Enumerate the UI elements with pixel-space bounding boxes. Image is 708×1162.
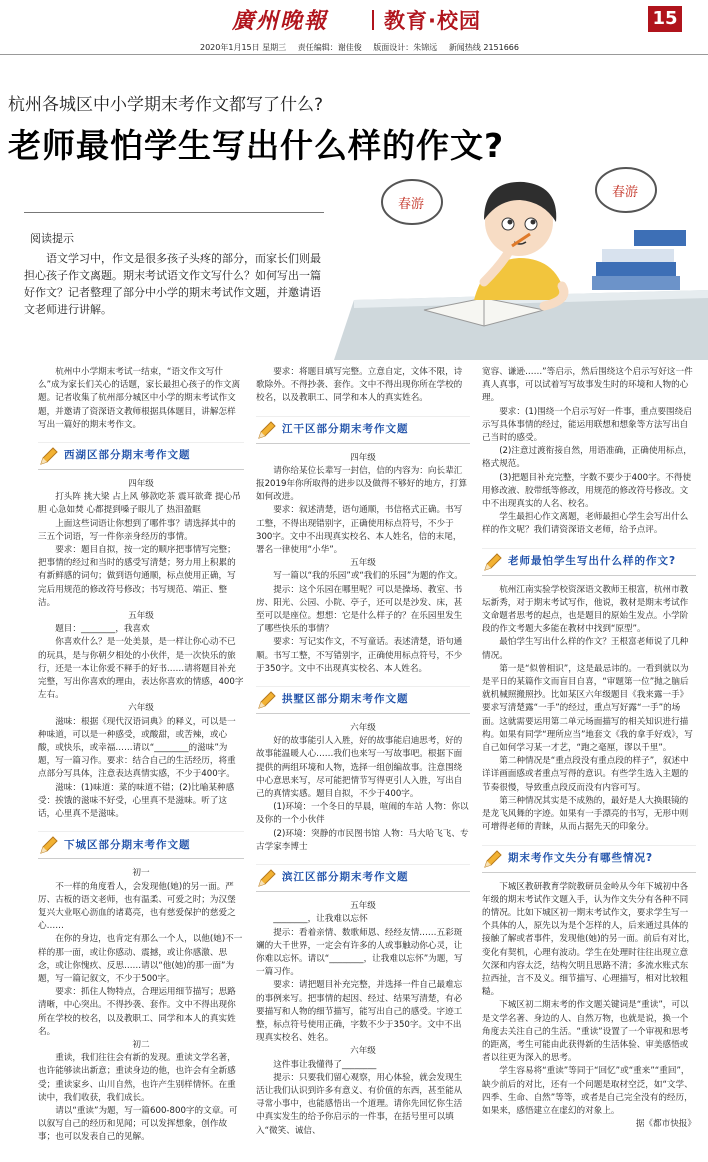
issue-date: 2020年1月15日 星期三 — [200, 43, 287, 52]
intro-paragraph: 杭州中小学期末考试一结束，“语文作文写什么”成为家长们关心的话题，家长最担心孩子的作文离题。记者收集了杭州部分城区中小学的期末考试作文题，并邀请了资深语文教师根据具体题目，讲解怎样写出一篇好的期末考作文。 — [38, 367, 241, 430]
section-heading-text: 江干区部分期末考作文题 — [282, 423, 409, 435]
grade-label: 六年级 — [128, 703, 154, 714]
reading-tip-label: 阅读提示 — [30, 232, 74, 245]
body-paragraph: 第三种情况其实是不成熟的，最好是人大换眼镜的是龙飞风舞的字迹。如果有一手漂亮的书写，无形中则可增得老师的青睐，从而占据先天的印象分。 — [482, 795, 689, 833]
article-headline: 老师最怕学生写出什么样的作文? — [8, 126, 505, 165]
question-text: 滋味：根据《现代汉语词典》的释义，可以是一种味道，可以是一种感受，或酸甜，或苦辣，或心酸，或快乐，或幸福……请以“________的滋味”为题，写一篇习作。要求：结合自己的生活经历，将重点部分写具体，注意表达真情实感，不少于400字。 — [38, 716, 236, 780]
requirement-text: 要求：写记实作文，不写童话。表述清楚，语句通顺。书写工整，不写错别字，正确使用标点符号，不少于350字。文中不出现真实校名、本人姓名。 — [256, 637, 463, 674]
section-heading-jianggan — [256, 416, 470, 444]
transition-text: 学生最担心作文离题，老师最担心学生会写出什么样的作文呢？我们请资深语文老师，给予点评。 — [482, 512, 689, 536]
issue-info-line — [200, 42, 528, 53]
editor-credit: 责任编辑：谢佳俊 — [297, 43, 362, 52]
design-credit: 版面设计：朱锦远 — [373, 43, 438, 52]
section-heading-xiacheng — [38, 831, 244, 859]
question-text: 好的故事能引人入胜，好的故事能启迪思考，好的故事能温暖人心……我们也来写一写故事吧。根据下面提供的两组环境和人物，选择一组创编故事。注意围绕中心意思来写，尽可能把情节写得更引人入胜，写出自己的真情实感。题目自拟，不少于400字。 — [256, 736, 463, 800]
requirement-text: 要求：题目自拟，按一定的顺序把事情写完整；把事情的经过和当时的感受写清楚；努力用上积累的有新鲜感的词句；做到语句通顺，标点使用正确，写完后用规范的修改符号修改；书写规范、端正、整洁。 — [38, 545, 236, 608]
requirement-text: 要求：叙述清楚，语句通顺，书信格式正确。书写工整，不得出现错别字，正确使用标点符号，不少于300字。文中不出现真实校名、本人姓名，信的末尾，署名一律使用“小华”。 — [256, 505, 463, 556]
section-heading-text: 期末考作文失分有哪些情况? — [508, 851, 654, 864]
student-thinking-illustration — [334, 150, 708, 360]
pencil-icon — [38, 445, 60, 467]
section-heading-xihu — [38, 442, 244, 470]
header-rule — [0, 54, 708, 55]
masthead — [0, 0, 708, 40]
question-text: 请你给某位长辈写一封信，信的内容为：向长辈汇报2019年你所取得的进步以及做得不够好的地方，打算如何改进。 — [256, 465, 467, 503]
word-list: 打头阵 挑大梁 占上风 够款吃茶 震耳欲聋 提心吊胆 心急如焚 心都提到嗓子眼儿了 热泪盈眶 — [38, 492, 241, 516]
hint-text: 提示：这个乐园在哪里呢？可以是操场、教室、书房、阳光、公园、小院、亭子，还可以是沙发、床，甚至可以是座位。想想：它是什么样子的？在乐园里发生了哪些快乐的事情？ — [256, 584, 463, 635]
requirement-text: (2)注意过渡衔接自然，用语准确，正确使用标点，格式规范。 — [482, 446, 692, 470]
grade-label: 初一 — [132, 868, 150, 879]
grade-label: 六年级 — [350, 723, 376, 734]
essay-title: 题目：________，我喜欢 — [55, 624, 150, 635]
question-text: 你喜欢什么？是一处美景，是一样让你心动不已的玩具，是与你朝夕相处的小伙伴，是一次快乐的旅行，还是一本让你爱不释手的好书……请将题目补充完整，写出你喜欢的理由，表达你喜欢的情感，400字左右。 — [38, 637, 244, 701]
grade-label: 四年级 — [128, 479, 154, 490]
question-text: 不一样的角度看人，会发现他(她)的另一面。严厉、古板的语文老师，也有温柔、可爱之时；为汉堡复兴大业呕心沥血的诸葛亮，也有慈爱保护的慈爱之心…… — [38, 881, 236, 932]
question-text: 写一篇以“我的乐园”或“我们的乐园”为题的作文。 — [273, 571, 463, 582]
section-heading-text: 拱墅区部分期末考作文题 — [282, 693, 409, 706]
body-paragraph: 下城区教研教育学院教研员金岭从今年下城初中各年级的期末考试作文题入手，认为作文失分有各种不同的情况。比如下城区初一期末考试作文，要求学生写一个具体的人，原先以为是个怎样的人，后来通过具体的接触了解或者事件，发现他(她)的另一面。前后有对比，变化有契机，心理有波动。学生在处理时往往出现立意欠深和内容太泛，结构欠明且思路不清；多流水账式东拉西扯，言不及义。细节描写、心理描写，相对比较粗糙。 — [482, 881, 695, 998]
section-heading-text: 老师最怕学生写出什么样的作文? — [508, 555, 677, 568]
grade-label: 四年级 — [350, 452, 376, 463]
grade-label: 六年级 — [350, 1046, 376, 1057]
pencil-icon — [256, 689, 278, 711]
note-text: 滋味：(1)味道：菜的味道不错；(2)比喻某种感受：挨饿的滋味不好受，心里真不是滋味。听了这话，心里真不是滋味。 — [38, 782, 235, 820]
question-text: 重读，我们往往会有新的发现。重读文学名著，也许能够读出新意；重读身边的他，也许会有全新感受；重读家乡、山川自然，也许产生别样情怀。在重读中，我们收获，我们成长。 — [38, 1053, 236, 1103]
section-heading-text: 下城区部分期末考作文题 — [64, 838, 191, 851]
section-heading-gongshu — [256, 686, 470, 714]
section-heading-lost-points — [482, 845, 696, 873]
section-heading-binjiang — [256, 864, 470, 892]
section-heading-text: 西湖区部分期末考作文题 — [64, 449, 191, 462]
essay-title: ________，让我难以忘怀 — [273, 914, 368, 925]
pencil-icon — [38, 834, 60, 856]
article-subtitle: 杭州各城区中小学期末考作文都写了什么? — [8, 95, 324, 115]
requirement-text: 要求：抓住人物特点，合理运用细节描写；思路清晰，中心突出。不得抄袭、套作。文中不得出现你所在学校的校名，以及教职工、同学和本人的真实姓名。 — [38, 987, 236, 1037]
grade-label: 五年级 — [128, 611, 154, 622]
masthead-divider — [372, 10, 374, 30]
source-credit: 据《都市快报》 — [635, 1119, 696, 1130]
body-paragraph: 最怕学生写出什么样的作文？王根富老师说了几种情况。 — [482, 637, 689, 661]
grade-label: 初二 — [132, 1039, 150, 1050]
requirement-text: (3)把题目补充完整，字数不要少于400字。不得使用修改液、胶带纸等修改，用规范的修改符号修改。文中不出现真实的人名、校名。 — [482, 472, 692, 510]
grade-label: 五年级 — [350, 901, 376, 912]
article-column-3 — [482, 366, 696, 1131]
question-text: 在你的身边，也肯定有那么一个人，以他(她)不一样的那一面，或让你感动、震撼，或让你感激、思念，或让你愧疚、反思……请以“他(她)的那一面”为题，写一篇记叙文，不少于500字。 — [38, 934, 243, 984]
article-column-1 — [38, 366, 244, 1145]
page-number: 15 — [648, 6, 682, 32]
pencil-icon — [256, 419, 278, 441]
hint-text: 提示：只要我们留心观察，用心体验，就会发现生活让我们认识到许多有意义、有价值的东西，甚至能从寻常小事中，也能感悟出一个道理。请你先回忆你生活中真实发生的给予你启示的一件事，在括号里可以填入“微笑、诚信、 — [256, 1072, 463, 1136]
section-title: 教育·校园 — [384, 9, 481, 33]
newspaper-brand-logo: 廣州晚報 — [232, 8, 329, 34]
option-text: (2)环境：突静的市民图书馆 人物：马大哈飞飞、专古学家李博士 — [256, 828, 469, 852]
pencil-icon — [482, 551, 504, 573]
body-paragraph: 第二种情况是“重点段没有重点段的样子”，叙述中详详画面感或者重点写得的意识。有些学生选入主题的节奏很慢，导致重点段反而没有内容可写。 — [482, 756, 689, 793]
continued-text: 宽容、谦逊……”等启示，然后围绕这个启示写好这一件真人真事，可以试着写写故事发生时的环境和人物的心理。 — [482, 367, 693, 404]
reading-tip-rule — [24, 212, 324, 213]
pencil-icon — [256, 867, 278, 889]
article-column-2 — [256, 366, 470, 1138]
requirement-text: 要求：将题目填写完整。立意自定，文体不限，诗歌除外。不得抄袭、套作。文中不得出现你所在学校的校名，以及教职工、同学和本人的真实姓名。 — [256, 367, 463, 404]
bubble-text-right: 春游 — [612, 185, 639, 200]
body-paragraph: 学生容易将“重读”等同于“回忆”或“重来”“重回”，缺少前后的对比，还有一个问题是取材空泛，如“文学、四季、生命、自然”等等，或者是自己完全没有的经历，如果来，感悟建立在虚幻的对象上。 — [482, 1066, 693, 1116]
question-text: 请以“重读”为题，写一篇600-800字的文章。可以叙写自己的经历和见闻；可以发挥想象，创作故事；也可以发表自己的见解。 — [38, 1105, 238, 1143]
body-paragraph: 下城区初二期末考的作文题关键词是“重读”，可以是文学名著、身边的人、自然万物，也就是说，换一个角度去关注自己的生活。“重读”设置了一个审视和思考的距离，考生可能由此获得新的生活体验、审美感悟或者以往更为深入的思考。 — [482, 1000, 689, 1064]
requirement-text: 要求：请把题目补充完整，并选择一件自己最难忘的事例来写。把事情的起因、经过、结果写清楚，有必要描写和人物的细节描写，能写出自己的感受。字迹工整，标点符号使用正确，字数不少于350字。文中不出现真实校名、姓名。 — [256, 980, 463, 1044]
body-paragraph: 杭州江南实验学校资深语文教师王根富，杭州市教坛新秀，对于期末考试写作，他说，教材是期末考试作文命题者思考的起点，也是题目的原始生发点。小学阶段的作文考题大多能在教材中找到“原型”。 — [482, 584, 689, 635]
question-text: 上面这些词语让你想到了哪件事？请选择其中的三五个词语，写一件你亲身经历的事情。 — [38, 518, 236, 542]
section-heading-text: 滨江区部分期末考作文题 — [282, 871, 409, 884]
requirement-text: 要求：(1)围绕一个启示写好一件事，重点要围绕启示写具体事情的经过，能运用联想和想象等方法写出自己当时的感受。 — [482, 406, 692, 444]
section-heading-teacher-fears — [482, 548, 696, 576]
option-text: (1)环境：一个冬日的早晨，喧闹的车站 人物：你以及你的一个小伙伴 — [256, 802, 469, 826]
essay-title: 这件事让我懂得了________ — [273, 1059, 377, 1070]
pencil-icon — [482, 848, 504, 870]
news-hotline: 新闻热线 2151666 — [448, 43, 519, 52]
hint-text: 提示：看着亲情、数歌师恩、经经友情……五彩斑斓的大千世界，一定会有许多的人或事触动你心灵，让你难以忘怀。请以“________，让我难以忘怀”为题，写一篇习作。 — [256, 927, 463, 978]
grade-label: 五年级 — [350, 558, 376, 569]
body-paragraph: 第一是“似曾相识”，这是最忌讳的。一看到就以为是平日的某篇作文而盲目自喜，“审题第一位”抛之脑后就机械照搬照抄。比如某区六年级题目《我来露一手》要求写清楚露“一手”的经过，重点写好露“一手”的场面。这就需要运用第二单元场面描写的相关知识进行描构。如果有同学“理所应当”地套文《我的拿手好戏》，写自己如何学习某一才艺，“跑之毫厘，谬以千里”。 — [482, 663, 693, 754]
reading-tip-text: 语文学习中，作文是很多孩子头疼的部分，而家长们则最担心孩子作文离题。期末考试语文作文写什么？如何写出一篇好作文？记者整理了部分中小学的期末考试作文题，并邀请语文老师进行讲解。 — [24, 252, 321, 316]
bubble-text-left: 春游 — [398, 197, 425, 212]
